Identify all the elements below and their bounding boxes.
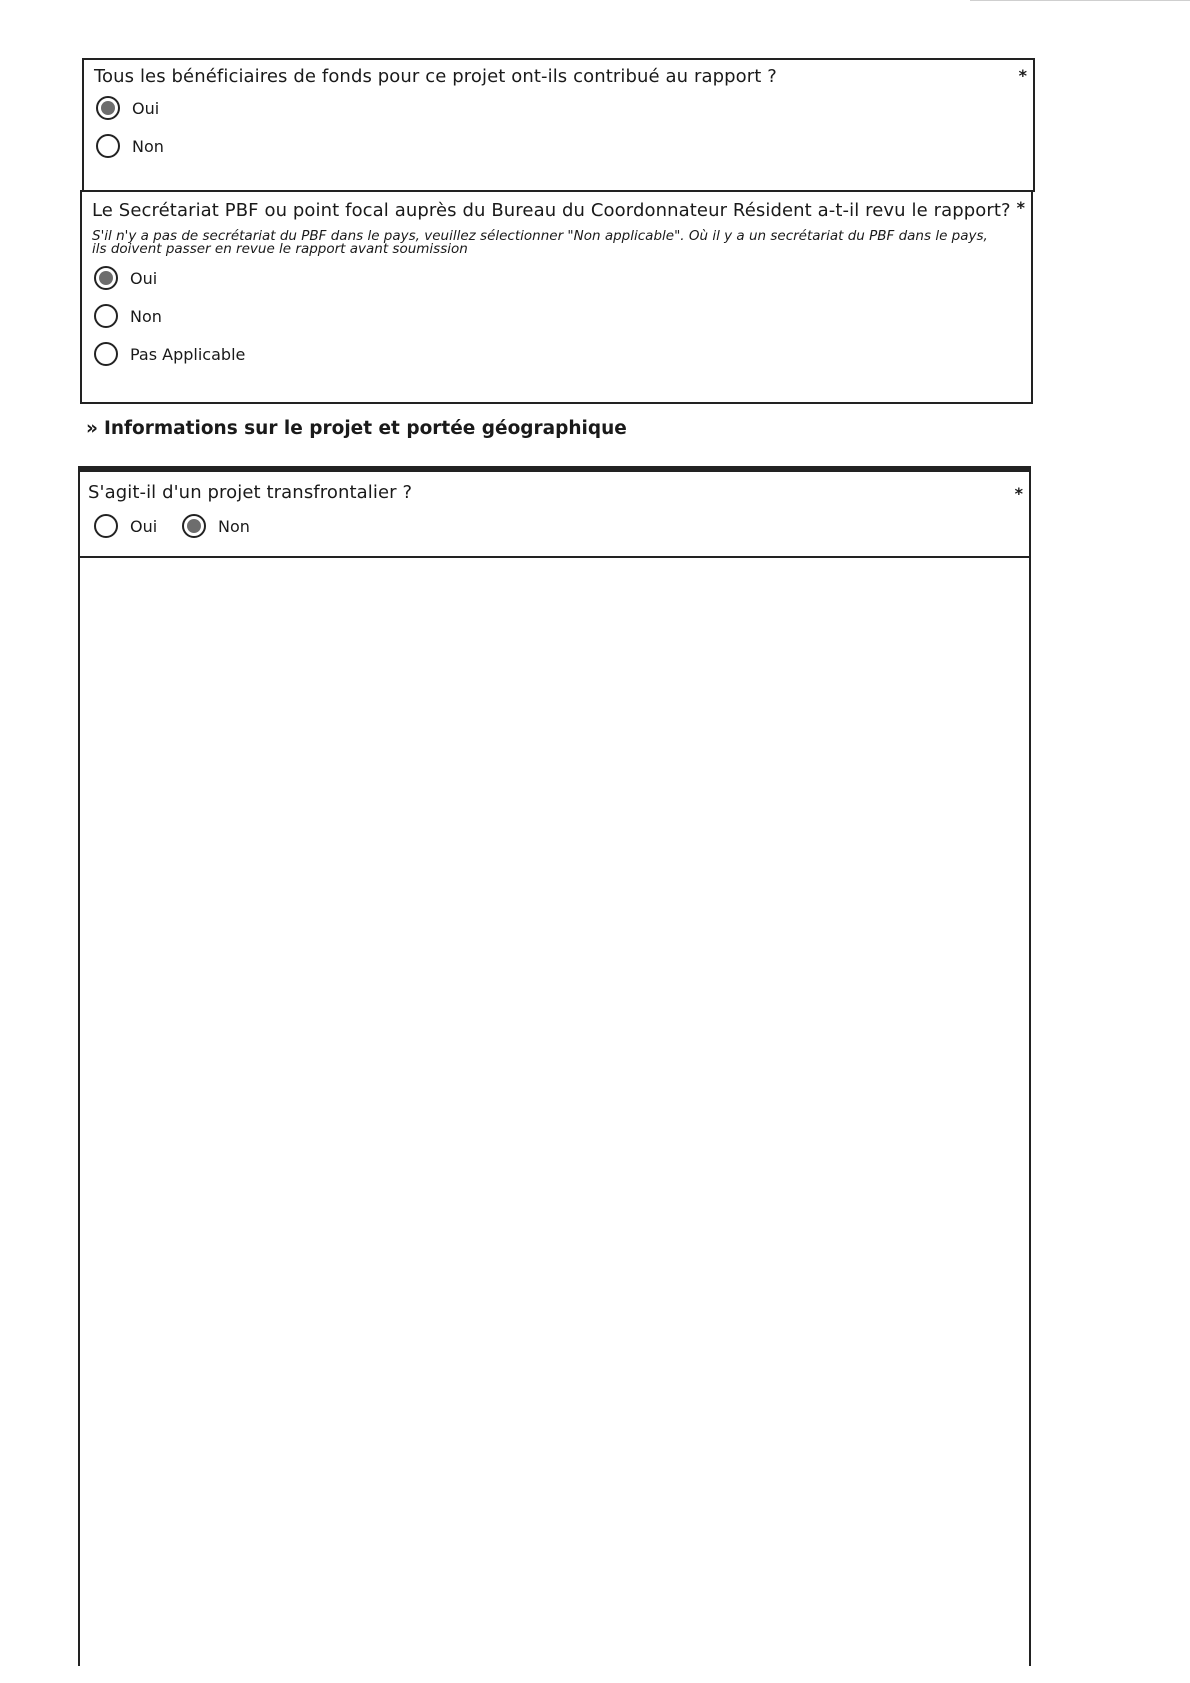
radio-button[interactable] [94, 342, 118, 366]
radio-button[interactable] [94, 266, 118, 290]
radio-button[interactable] [94, 514, 118, 538]
radio-option-non[interactable] [182, 514, 250, 538]
section-title: Informations sur le projet et portée géographique [103, 418, 627, 439]
question-secretariat-reviewed [80, 190, 1033, 404]
radio-label: Oui [130, 516, 158, 536]
radio-option-pas-applicable[interactable] [94, 342, 245, 366]
question-text: S'agit-il d'un projet transfrontalier ? [88, 482, 413, 503]
radio-label: Non [218, 516, 250, 536]
section-heading [86, 418, 627, 439]
question-text: Le Secrétariat PBF ou point focal auprès du Bureau du Coordonnateur Résident a-t-il revu le rapport? [92, 200, 1011, 221]
radio-label: Non [132, 136, 164, 156]
question-text: Tous les bénéficiaires de fonds pour ce projet ont-ils contribué au rapport ? [94, 66, 777, 87]
radio-option-oui[interactable] [94, 514, 157, 538]
required-marker: * [1016, 198, 1025, 217]
required-marker: * [1018, 66, 1027, 85]
chevron-icon: » [86, 418, 98, 439]
radio-button[interactable] [96, 96, 120, 120]
divider [78, 556, 1031, 558]
question-beneficiaries-contributed [82, 58, 1035, 192]
radio-button[interactable] [96, 134, 120, 158]
radio-option-oui[interactable] [96, 96, 159, 120]
radio-label: Non [130, 306, 162, 326]
question-cross-border-project [78, 466, 1031, 1666]
radio-option-non[interactable] [94, 304, 162, 328]
radio-button[interactable] [182, 514, 206, 538]
radio-label: Pas Applicable [130, 344, 246, 364]
radio-label: Oui [132, 98, 160, 118]
radio-option-non[interactable] [96, 134, 164, 158]
scan-edge-line [970, 0, 1190, 1]
radio-button[interactable] [94, 304, 118, 328]
radio-label: Oui [130, 268, 158, 288]
required-marker: * [1014, 484, 1023, 503]
radio-option-oui[interactable] [94, 266, 157, 290]
question-hint: S'il n'y a pas de secrétariat du PBF dans le pays, veuillez sélectionner "Non applicable". Où il y a un secrétariat du PBF dans le pays, ils doivent passer en revue le rapport avant soumission [92, 228, 988, 257]
